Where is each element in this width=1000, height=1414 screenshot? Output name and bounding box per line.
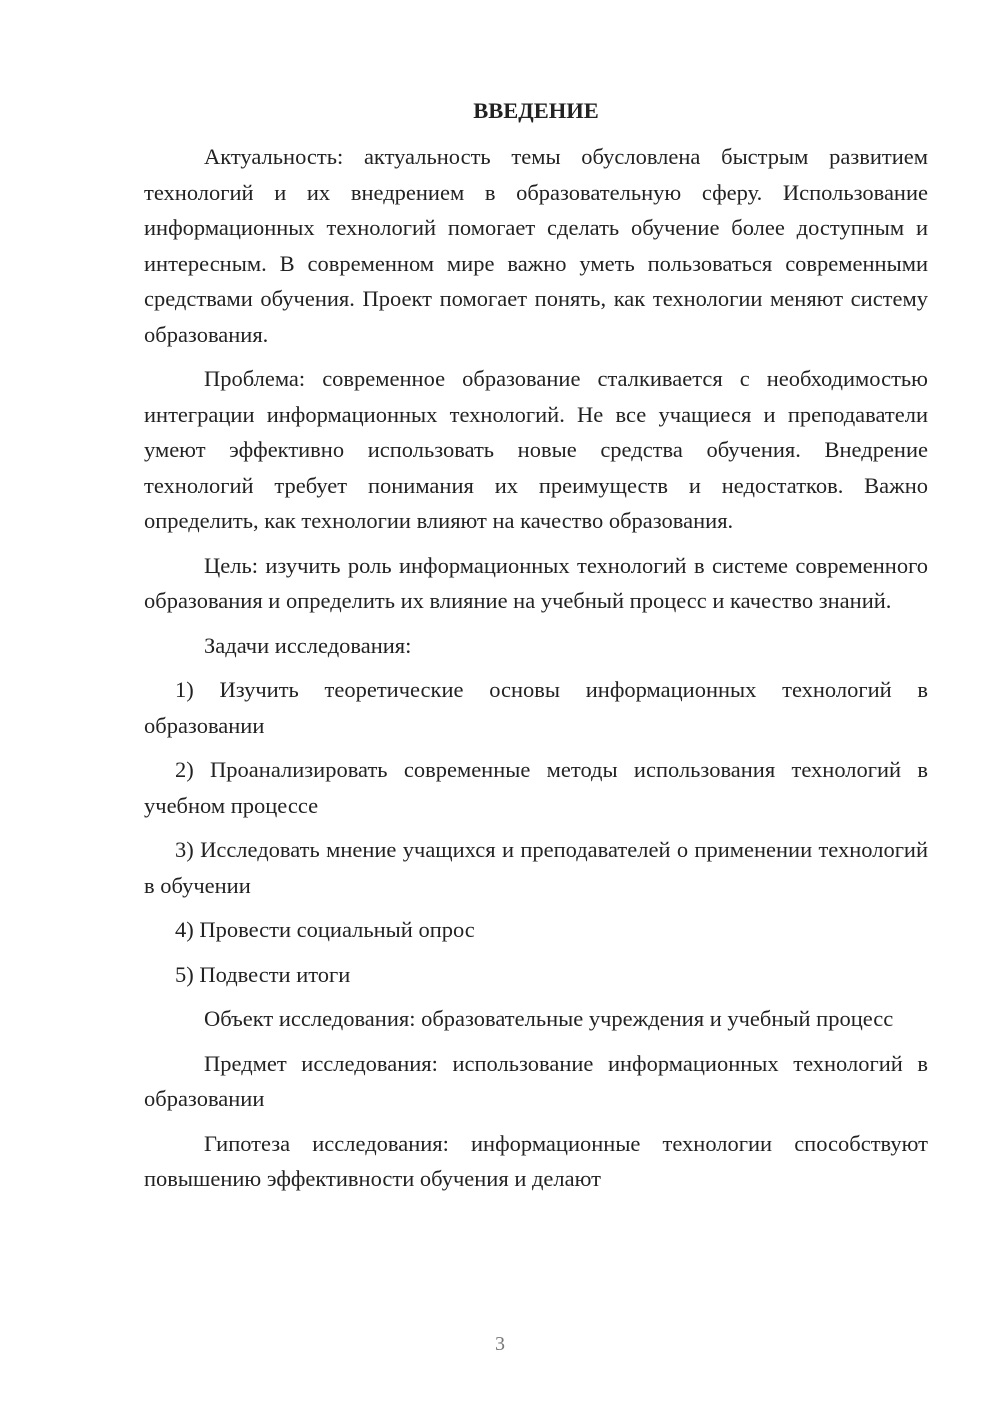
tasks-list [144,672,928,992]
paragraph-goal: Цель: изучить роль информационных технологий в системе современного образования и определить их влияние на учебный процесс и качество знаний. [144,552,928,613]
list-item: 5) Подвести итоги [175,961,351,987]
paragraph-object: Объект исследования: образовательные учреждения и учебный процесс [204,1006,894,1031]
paragraph-subject: Предмет исследования: использование информационных технологий в образовании [144,1050,928,1111]
page-content [144,95,928,1206]
list-item: 2) Проанализировать современные методы использования технологий в учебном процессе [144,757,928,818]
paragraph-relevance: Актуальность: актуальность темы обусловлена быстрым развитием технологий и их внедрением в образовательную сферу. Использование информационных технологий помогает сделать обучение более доступным и интересным. В современном мире важно уметь пользоваться современными средствами обучения. Проект помогает понять, как технологии меняют систему образования. [144,144,928,347]
page-title: ВВЕДЕНИЕ [473,98,599,123]
page-number: 3 [495,1333,505,1355]
list-item: 4) Провести социальный опрос [175,917,475,942]
tasks-heading: Задачи исследования: [204,632,412,658]
list-item: 3) Исследовать мнение учащихся и преподавателей о применении технологий в обучении [144,837,928,898]
paragraph-hypothesis: Гипотеза исследования: информационные технологии способствуют повышению эффективности обучения и делают [144,1130,928,1191]
paragraph-problem: Проблема: современное образование сталкивается с необходимостью интеграции информационных технологий. Не все учащиеся и преподаватели умеют эффективно использовать новые средства обучения. Внедрение технологий требует понимания их преимуществ и недостатков. Важно определить, как технологии влияют на качество образования. [144,366,928,533]
list-item: 1) Изучить теоретические основы информационных технологий в образовании [144,677,928,738]
